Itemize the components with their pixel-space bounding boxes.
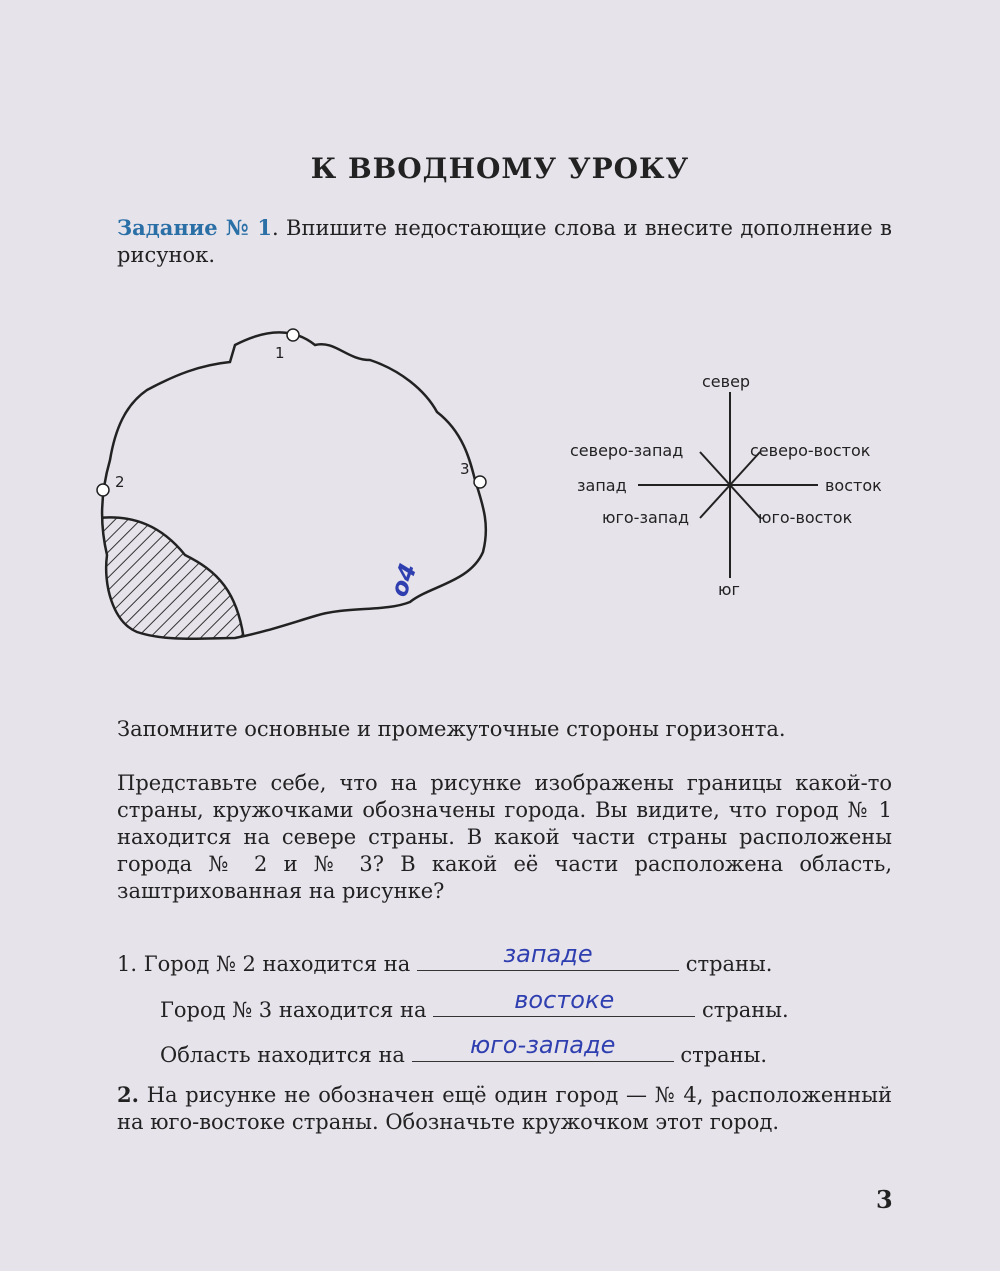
- task-2-text: На рисунке не обозначен ещё один город — № 4, расположенный на юго-востоке страны. Обозначьте кружочком этот город.: [117, 1083, 892, 1134]
- city-3-marker: [474, 476, 486, 488]
- answer-3-blank[interactable]: [412, 1031, 674, 1062]
- task-1-text: . Впишите недостающие слова и внесите дополнение в рисунок.: [117, 216, 892, 267]
- compass-southeast: юго-восток: [758, 508, 853, 527]
- answer-1-prefix: Город № 2 находится на: [143, 952, 411, 976]
- answer-2-prefix: Город № 3 находится на: [160, 998, 427, 1022]
- answer-3-handwritten: юго-западе: [469, 1031, 616, 1059]
- city-1-marker: [287, 329, 299, 341]
- answer-1-suffix: страны.: [685, 952, 773, 976]
- compass-west: запад: [577, 476, 627, 495]
- answer-2-handwritten: востоке: [514, 986, 615, 1014]
- answer-number-1: 1.: [117, 952, 138, 976]
- compass-northwest: северо-запад: [570, 441, 684, 460]
- answer-2-blank[interactable]: [433, 986, 695, 1017]
- country-map: [85, 320, 525, 650]
- answer-1-handwritten: западе: [503, 940, 593, 968]
- compass-east: восток: [825, 476, 882, 495]
- compass-southwest: юго-запад: [602, 508, 690, 527]
- answer-line-3: [160, 1031, 768, 1069]
- task-1-label: Задание № 1: [117, 215, 272, 240]
- answer-line-2: [160, 986, 789, 1024]
- answer-3-prefix: Область находится на: [160, 1043, 405, 1067]
- city-1-label: 1: [275, 344, 285, 362]
- compass-northeast: северо-восток: [750, 441, 871, 460]
- instruction-paragraph: Запомните основные и промежуточные стороны горизонта.: [117, 717, 786, 741]
- page-title: К ВВОДНОМУ УРОКУ: [310, 152, 690, 185]
- answer-2-suffix: страны.: [701, 998, 789, 1022]
- city-3-label: 3: [460, 460, 470, 478]
- question-paragraph: Представьте себе, что на рисунке изображены границы какой-то страны, кружочками обозначены города. Вы видите, что город № 1 находится на севере страны. В какой части страны расположены города № 2 и № 3? В какой её части расположена область, заштрихованная на рисунке?: [117, 771, 892, 903]
- answer-line-1: [117, 940, 773, 978]
- page-number: 3: [876, 1185, 893, 1214]
- task-2-number: 2.: [117, 1082, 139, 1107]
- city-4-handwritten: o4: [384, 559, 423, 601]
- country-outline: [85, 320, 525, 650]
- task-2: [117, 1081, 892, 1136]
- compass-north: север: [702, 372, 751, 391]
- task-1: [117, 214, 892, 269]
- city-2-label: 2: [115, 473, 125, 491]
- answer-1-blank[interactable]: [417, 940, 679, 971]
- city-2-marker: [97, 484, 109, 496]
- answer-3-suffix: страны.: [680, 1043, 768, 1067]
- compass-rose: [560, 370, 900, 600]
- compass-south: юг: [718, 580, 740, 599]
